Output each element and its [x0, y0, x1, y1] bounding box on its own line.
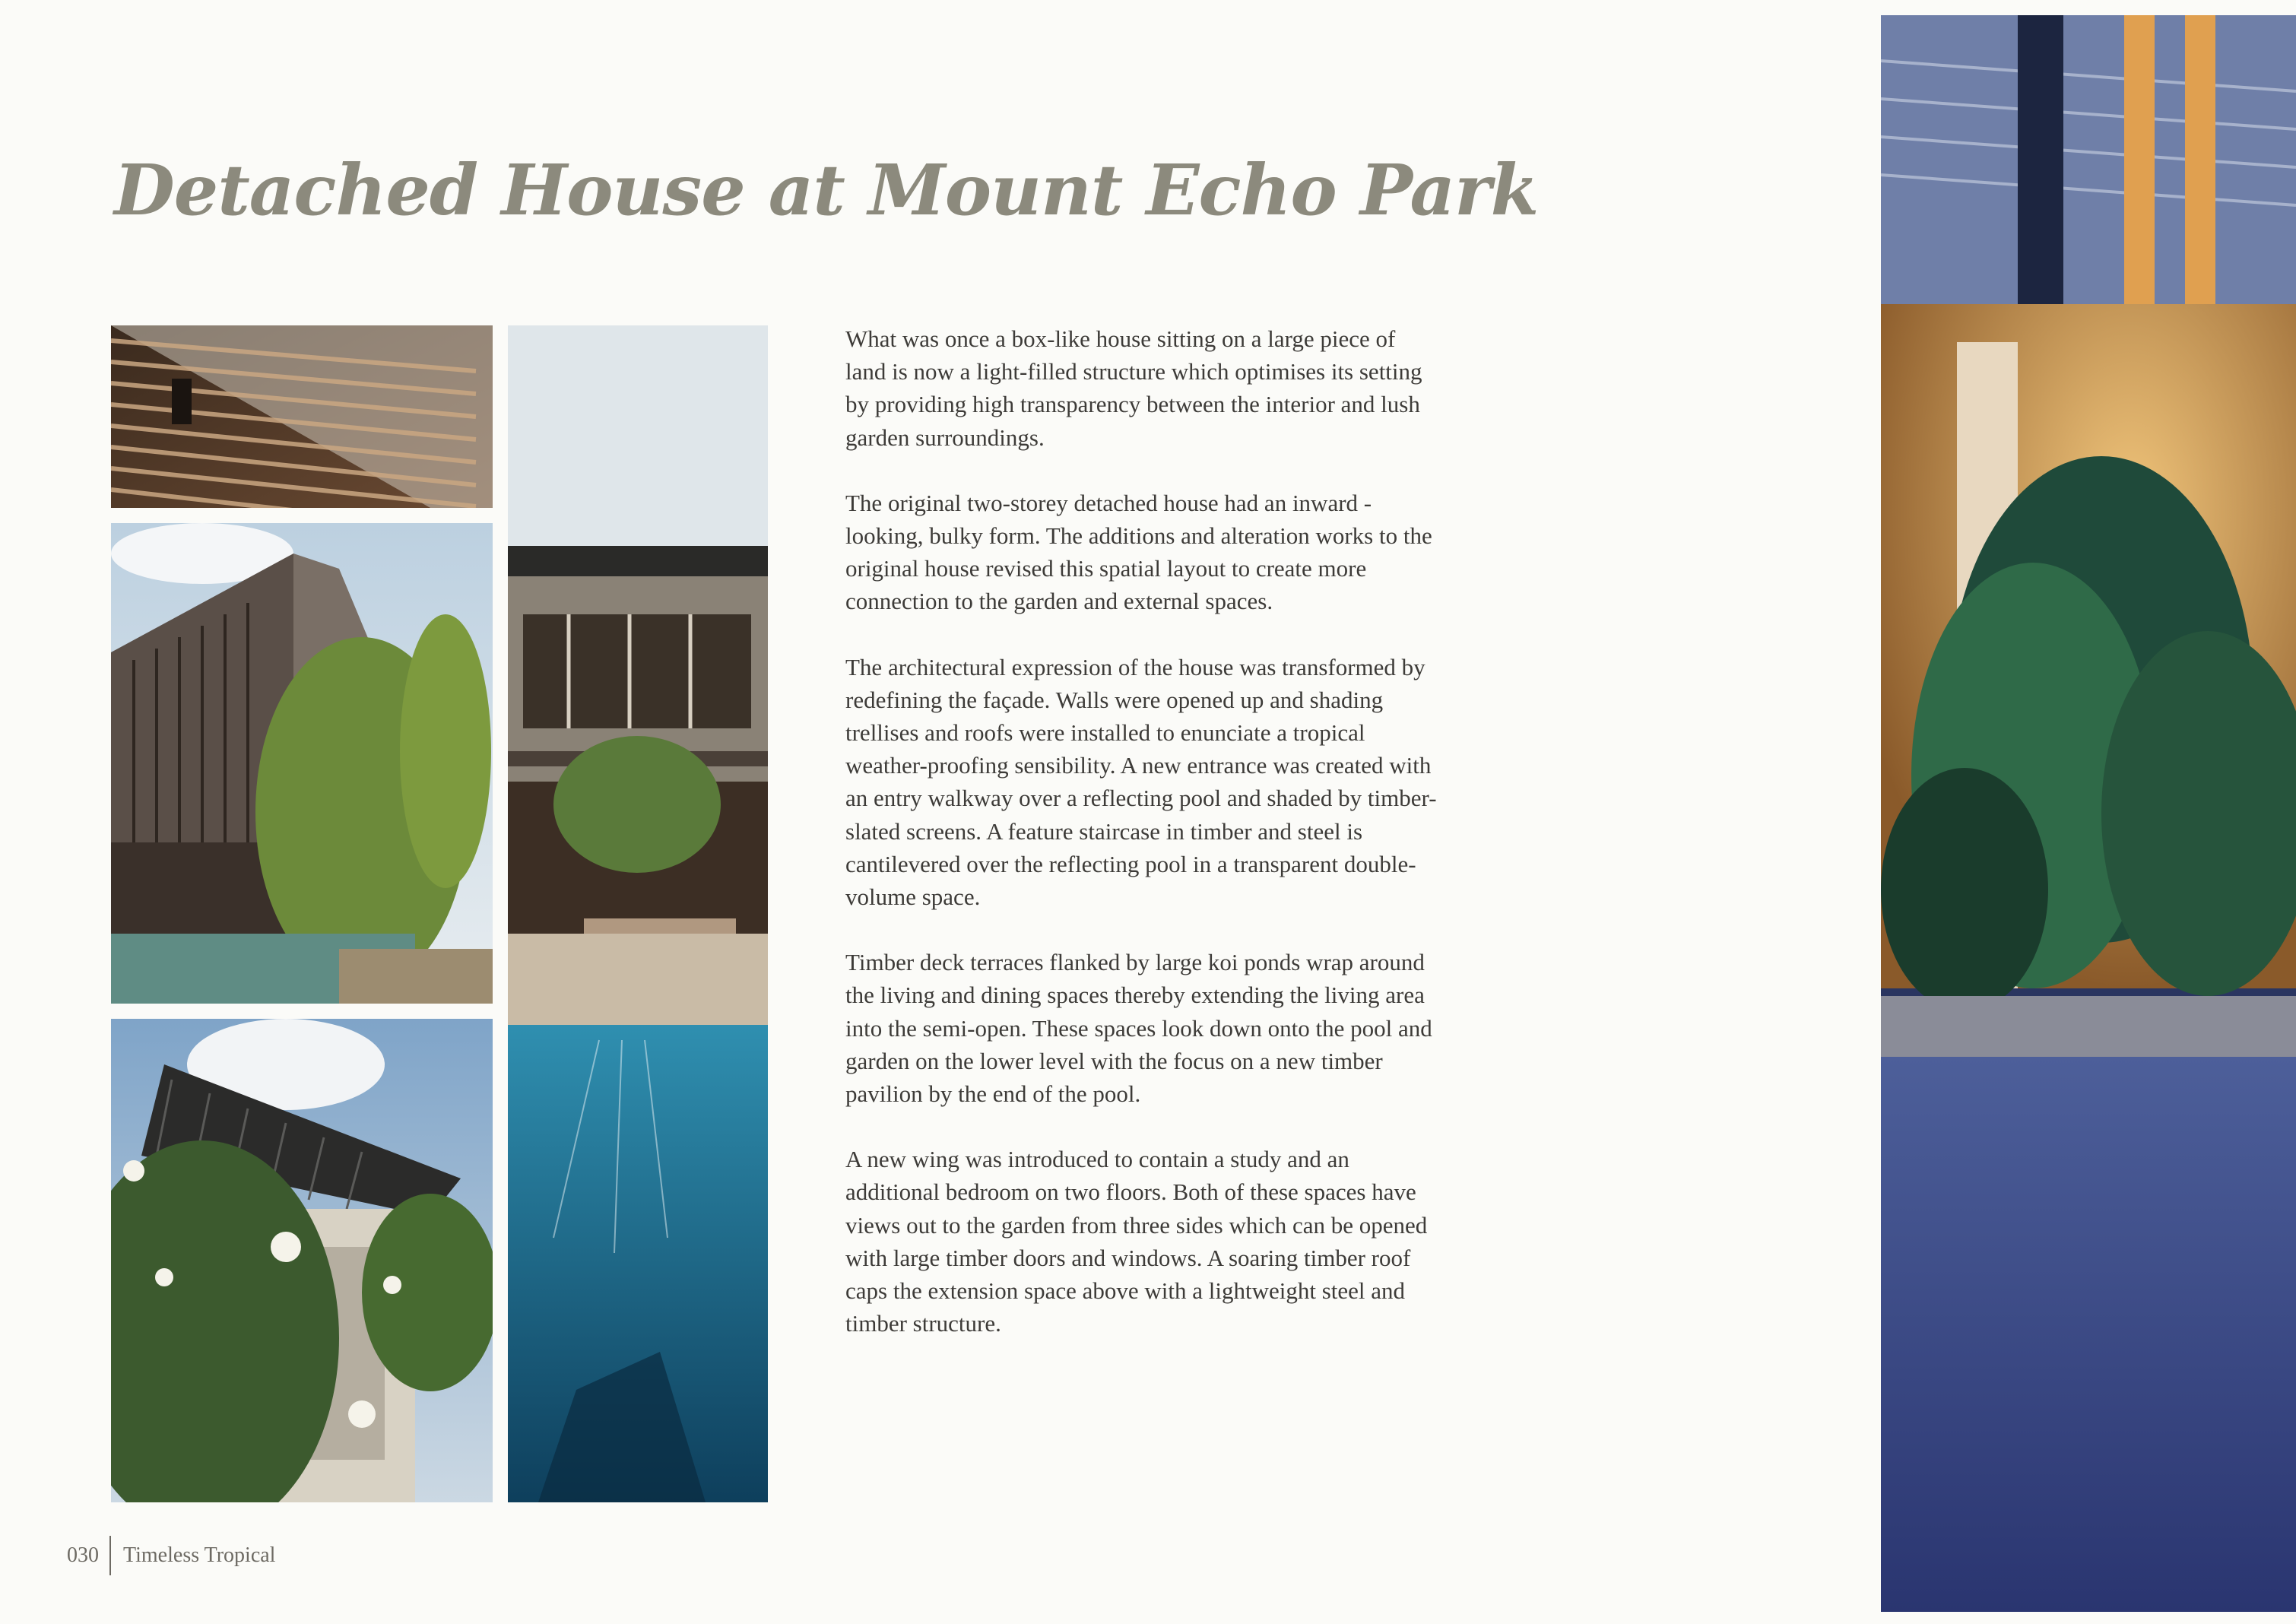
paragraph: What was once a box-like house sitting on a large piece of land is now a light-filled structure which optimises its setting by providing high transparency between the interior and lush garden surroundings. — [845, 325, 1422, 451]
paragraph: The original two-storey detached house had an inward -looking, bulky form. The additions and alteration works to the original house revised this spatial layout to create more connection to the garden and external spaces. — [845, 489, 1432, 615]
paragraph: Timber deck terraces flanked by large koi ponds wrap around the living and dining spaces thereby extending the living area into the semi-open. These spaces look down onto the pool and garden on the lower level with the focus on a new timber pavilion by the end of the pool. — [845, 949, 1432, 1108]
publication-title: Timeless Tropical — [123, 1543, 276, 1567]
trellis-photo — [111, 325, 493, 508]
house-pool-photo — [508, 325, 768, 1502]
paragraph: The architectural expression of the house was transformed by redefining the façade. Walls were opened up and shading trellises and roofs were installed to enunciate a tropical weather-proofing sensibility. A new entrance was created with an entry walkway over a reflecting pool and shaded by timber-slated screens. A feature staircase in timber and steel is cantilevered over the reflecting pool in a transparent double-volume space. — [845, 653, 1437, 911]
roof-frangipani-photo — [111, 1019, 493, 1502]
page-number: 030 — [67, 1543, 99, 1567]
facade-photo — [111, 523, 493, 1004]
footer-divider — [109, 1536, 111, 1575]
paragraph: A new wing was introduced to contain a study and an additional bedroom on two floors. Both of these spaces have views out to the garden from three sides which can be opened with large timber doors and windows. A soaring timber roof caps the extension space above with a lightweight steel and timber structure. — [845, 1146, 1428, 1337]
article-body — [845, 322, 1438, 1372]
night-exterior-photo — [1881, 15, 2296, 1612]
page-title: Detached House at Mount Echo Park — [114, 149, 1539, 231]
page-footer — [67, 1536, 275, 1575]
